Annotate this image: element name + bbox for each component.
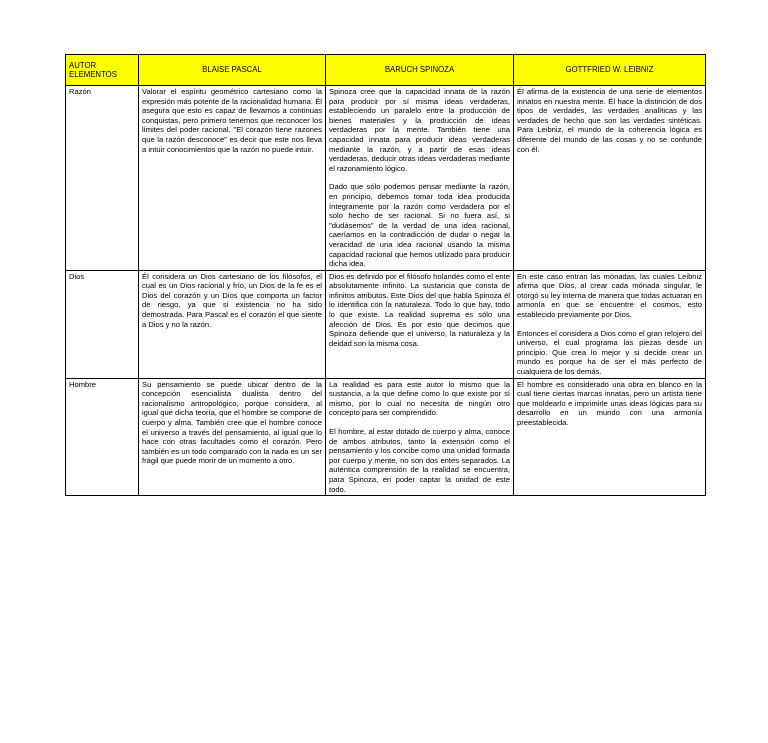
cell-paragraph: Valorar el espíritu geométrico cartesiano como la expresión más potente de la racionalidad humana. Él asegura que esto es capaz de llevarnos a continuas conquistas, pero primero tenemos que reconocer los límites del poder racional. "El corazón tiene razones que la razón desconoce" es decir que este nos lleva a intuir conocimientos que la razón no puede intuir. xyxy=(142,87,322,154)
cell-paragraph: El hombre es considerado una obra en blanco en la cual tiene ciertas marcas innatas, pero un artista tiene que moldearlo e imprimirle unas ideas lógicas para su desarrollo en un mundo con una armonía preestablecida. xyxy=(517,379,702,427)
cell-hombre-spinoza xyxy=(326,378,514,496)
cell-paragraph: Dios es definido por el filósofo holandés como el ente absolutamente infinito. La sustancia que consta de infinitos atributos. Este Dios del que habla Spinoza él lo identifica con la naturaleza. Todo lo que hay, todo lo que existe. La realidad suprema es sólo una afección de Dios. Es por esto que decimos que Spinoza defiende que el universo, la naturaleza y la deidad son la misma cosa. xyxy=(329,271,510,348)
cell-razon-pascal xyxy=(139,86,326,271)
cell-paragraph: Su pensamiento se puede ubicar dentro de la concepción esencialista dualista dentro del racionalismo antropológico, porque considera, al igual que dicha teoría, que el hombre se compone de cuerpo y alma. También cree que el hombre conoce el universo a través del pensamiento, al igual que lo hace con otras facultades como el corazón. Pero también es un todo comparado con la nada es un ser frágil que puede morir de un momento a otro. xyxy=(142,379,322,466)
cell-paragraph: Entonces el considera a Dios como el gran relojero del universo, el cual programa las piezas desde un principio. Que crea lo mejor y si decide crear un mundo es porque ha de ser el más perfecto de cualquiera de los demás. xyxy=(517,328,702,377)
table-row xyxy=(66,86,706,271)
cell-razon-spinoza xyxy=(326,86,514,271)
cell-dios-leibniz xyxy=(514,270,706,378)
cell-hombre-leibniz xyxy=(514,378,706,496)
header-elements-label: ELEMENTOS xyxy=(69,70,117,79)
cell-paragraph: Dado que sólo podemos pensar mediante la razón, en principio, debemos tomar toda idea producida íntegramente por la razón como verdadera por el solo hecho de ser racional. Si no fuera así, si "dudásemos" de la verdad de una idea racional, caeríamos en la contradicción de dudar o negar la veracidad de una idea racional usando la misma capacidad racional que hemos utilizado para producir dicha idea. xyxy=(329,182,510,269)
header-author-label: AUTOR xyxy=(69,61,97,70)
cell-paragraph: La realidad es para este autor lo mismo que la sustancia, a la que define como lo que existe por sí mismo, por lo cual no necesita de ningún otro concepto para ser comprendido. xyxy=(329,379,510,418)
cell-paragraph: Él afirma de la existencia de una serie de elementos innatos en nuestra mente. Él hace la distinción de dos tipos de verdades, las verdades analíticas y las verdades de hecho que son las verdades sintéticas. Para Leibniz, el mundo de la coherencia lógica es diferente del mundo de las cosas y no se confunde con él. xyxy=(517,87,702,154)
comparison-table xyxy=(65,54,706,496)
cell-dios-spinoza xyxy=(326,270,514,378)
cell-hombre-pascal xyxy=(139,378,326,496)
row-label-dios: Dios xyxy=(66,270,139,378)
header-leibniz: GOTTFRIED W. LEIBNIZ xyxy=(514,55,706,86)
row-label-razon: Razón xyxy=(66,86,139,271)
header-pascal: BLAISE PASCAL xyxy=(139,55,326,86)
cell-paragraph: Spinoza cree que la capacidad innata de la razón para producir por sí misma ideas verdaderas, estableciendo un paralelo entre la producción de bienes materiales y la producción de ideas verdaderas por la mente. También tiene una capacidad innata para producir ideas verdaderas mediante la razón, y a partir de esas ideas verdaderas, deducir otras ideas verdaderas mediante el razonamiento lógico. xyxy=(329,87,510,173)
header-spinoza: BARUCH SPINOZA xyxy=(326,55,514,86)
cell-dios-pascal xyxy=(139,270,326,378)
table-header-row xyxy=(66,55,706,86)
cell-paragraph: Él considera un Dios cartesiano de los filósofos, el cual es un Dios racional y frío, un Dios de la fe es el Dios del corazón y un Dios que comporta un factor de riesgo, ya que si existencia no ha sido demostrada. Para Pascal es el corazón el que siente a Dios y no la razón. xyxy=(142,271,322,329)
row-label-hombre: Hombre xyxy=(66,378,139,496)
table-row xyxy=(66,270,706,378)
header-corner-cell xyxy=(66,55,139,86)
table-row xyxy=(66,378,706,496)
cell-paragraph: En este caso entran las mónadas, las cuales Leibniz afirma que Dios, al crear cada mónada singular, le otorgó su ley interna de manera que todas actuaran en armonía en que se encuentre el cosmos, esto establecido previamente por Dios. xyxy=(517,271,702,320)
cell-razon-leibniz xyxy=(514,86,706,271)
cell-paragraph: El hombre, al estar dotado de cuerpo y alma, conoce de ambos atributos, tanto la extensión como el pensamiento y los concibe como una unidad formada por cuerpo y mente, no son dos entes separados. La auténtica comprensión de la realidad se encuentra, para Spinoza, en poder captar la unidad de este todo. xyxy=(329,427,510,494)
